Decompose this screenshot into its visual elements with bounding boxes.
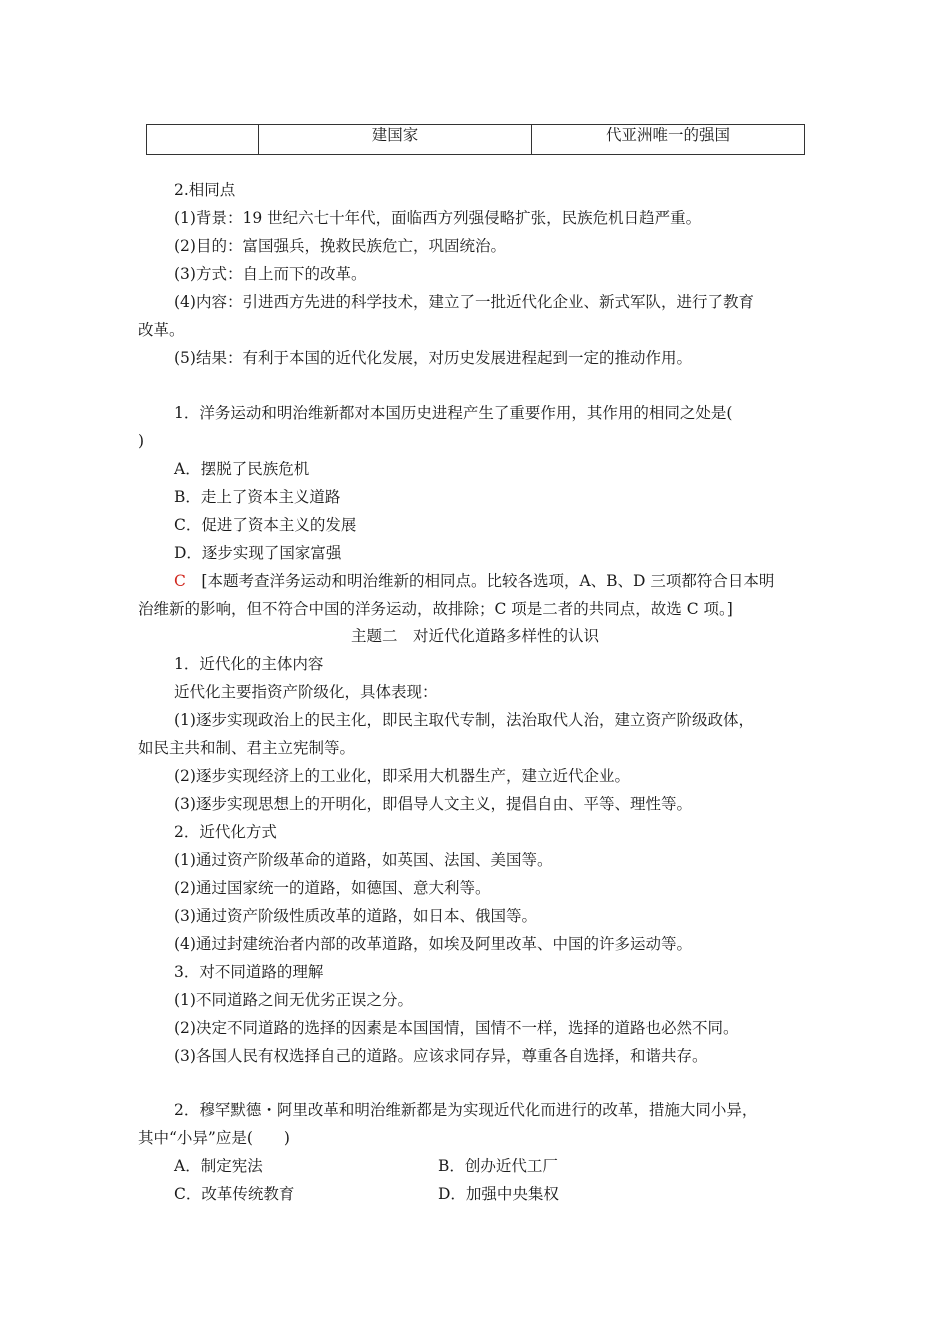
paragraph: (1)逐步实现政治上的民主化，即民主取代专制，法治取代人治，建立资产阶级政体，	[174, 711, 754, 729]
paragraph: (2)决定不同道路的选择的因素是本国国情，国情不一样，选择的道路也必然不同。	[174, 1019, 739, 1037]
theme-title: 主题二 对近代化道路多样性的认识	[350, 627, 599, 645]
continued-table	[146, 124, 805, 155]
paragraph: (2)目的：富国强兵，挽救民族危亡，巩固统治。	[174, 237, 506, 255]
paragraph: 改革。	[138, 321, 185, 339]
question-stem: 2．穆罕默德・阿里改革和明治维新都是为实现近代化而进行的改革，措施大同小异，	[174, 1101, 758, 1119]
option-d: D．加强中央集权	[438, 1185, 559, 1203]
option-b: B．走上了资本主义道路	[174, 488, 341, 506]
paragraph: (3)方式：自上而下的改革。	[174, 265, 367, 283]
paragraph: 近代化主要指资产阶级化，具体表现：	[174, 683, 438, 701]
answer-explanation	[174, 571, 774, 591]
section-heading: 3．对不同道路的理解	[174, 963, 324, 981]
paragraph: (1)通过资产阶级革命的道路，如英国、法国、美国等。	[174, 851, 553, 869]
question-stem: 1．洋务运动和明治维新都对本国历史进程产生了重要作用，其作用的相同之处是(	[174, 404, 733, 422]
option-c: C．改革传统教育	[174, 1185, 295, 1203]
paragraph: (4)通过封建统治者内部的改革道路，如埃及阿里改革、中国的许多运动等。	[174, 935, 692, 953]
section-heading: 2．近代化方式	[174, 823, 277, 841]
paragraph: (5)结果：有利于本国的近代化发展，对历史发展进程起到一定的推动作用。	[174, 349, 692, 367]
option-a: A．摆脱了民族危机	[174, 460, 310, 478]
paragraph: (3)逐步实现思想上的开明化，即倡导人文主义，提倡自由、平等、理性等。	[174, 795, 692, 813]
table-cell: 代亚洲唯一的强国	[532, 125, 805, 155]
question-stem: )	[138, 432, 145, 450]
explanation-text: 治维新的影响，但不符合中国的洋务运动，故排除；C 项是二者的共同点，故选 C 项。]	[138, 600, 733, 618]
option-c: C．促进了资本主义的发展	[174, 516, 357, 534]
paragraph: (4)内容：引进西方先进的科学技术，建立了一批近代化企业、新式军队，进行了教育	[174, 293, 754, 311]
table-cell	[147, 125, 259, 155]
paragraph: (3)各国人民有权选择自己的道路。应该求同存异，尊重各自选择，和谐共存。	[174, 1047, 708, 1065]
paragraph: (2)逐步实现经济上的工业化，即采用大机器生产，建立近代企业。	[174, 767, 630, 785]
explanation-text: [本题考查洋务运动和明治维新的相同点。比较各选项，A、B、D 三项都符合日本明	[201, 572, 775, 590]
table-row	[147, 125, 805, 155]
question-stem: 其中“小异”应是( )	[138, 1129, 290, 1147]
paragraph: (2)通过国家统一的道路，如德国、意大利等。	[174, 879, 491, 897]
paragraph: (3)通过资产阶级性质改革的道路，如日本、俄国等。	[174, 907, 537, 925]
paragraph: 如民主共和制、君主立宪制等。	[138, 739, 356, 757]
option-b: B．创办近代工厂	[438, 1157, 558, 1175]
option-a: A．制定宪法	[174, 1157, 263, 1175]
paragraph: (1)不同道路之间无优劣正误之分。	[174, 991, 413, 1009]
table-cell: 建国家	[259, 125, 532, 155]
paragraph: (1)背景：19 世纪六七十年代，面临西方列强侵略扩张，民族危机日趋严重。	[174, 209, 702, 227]
section-heading: 2.相同点	[174, 181, 236, 199]
section-heading: 1．近代化的主体内容	[174, 655, 324, 673]
answer-letter: C	[174, 572, 186, 590]
option-d: D．逐步实现了国家富强	[174, 544, 342, 562]
